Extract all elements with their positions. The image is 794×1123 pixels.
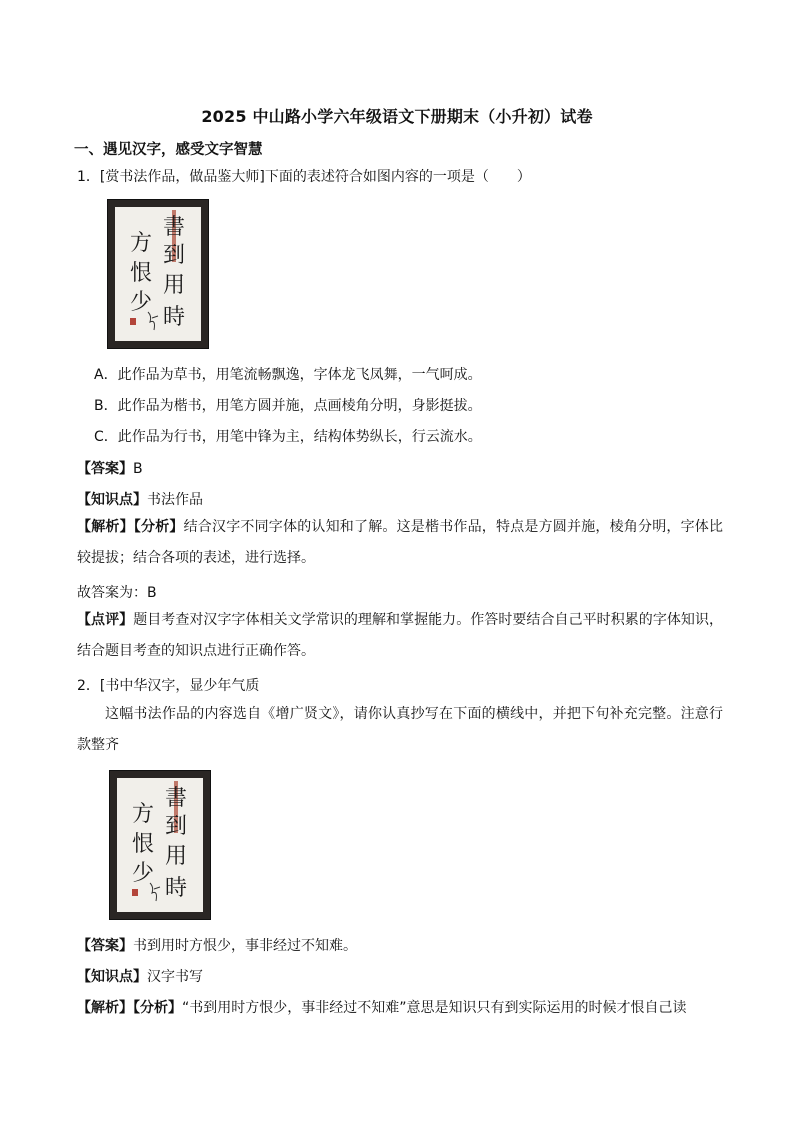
review-text: 题目考查对汉字字体相关文学常识的理解和掌握能力。作答时要结合自己平时积累的字体知识，结合题目考查的知识点进行正确作答。 bbox=[77, 612, 724, 659]
answer-tag: 【答案】 bbox=[77, 938, 133, 954]
analysis-text: 结合汉字不同字体的认知和了解。这是楷书作品，特点是方圆并施，棱角分明，字体比较提拔；结合各项的表述，进行选择。 bbox=[77, 519, 724, 566]
question-2-body: 这幅书法作品的内容选自《增广贤文》，请你认真抄写在下面的横线中，并把下句补充完整。注意行款整齐 bbox=[77, 706, 723, 753]
section-heading: 一、遇见汉字，感受文字智慧 bbox=[74, 142, 263, 158]
calligraphy-char: 方 bbox=[129, 231, 153, 256]
analysis-text: “书到用时方恨少，事非经过不知难”意思是知识只有到实际运用的时候才恨自己读 bbox=[182, 1000, 687, 1016]
knowledge-tag: 【知识点】 bbox=[77, 969, 147, 985]
calligraphy-char: 少 bbox=[129, 290, 153, 315]
calligraphy-char: 恨 bbox=[129, 261, 153, 286]
calligraphy-char: 書 bbox=[164, 786, 188, 811]
review-block-1 bbox=[77, 605, 723, 667]
answer-line-1 bbox=[77, 458, 143, 478]
page-title: 2025 中山路小学六年级语文下册期末（小升初）试卷 bbox=[201, 107, 593, 126]
option-b: B．此作品为楷书，用笔方圆并施，点画棱角分明，身影挺拔。 bbox=[94, 398, 482, 414]
question-1-stem: 1．[赏书法作品，做品鉴大师]下面的表述符合如图内容的一项是（ ） bbox=[77, 169, 531, 185]
knowledge-value: 汉字书写 bbox=[147, 969, 203, 985]
option-a: A．此作品为草书，用笔流畅飘逸，字体龙飞凤舞，一气呵成。 bbox=[94, 367, 482, 383]
knowledge-tag: 【知识点】 bbox=[77, 492, 147, 508]
calligraphy-char: 時 bbox=[162, 305, 186, 330]
calligraphy-image-2 bbox=[110, 771, 210, 919]
calligraphy-char: 到 bbox=[164, 814, 188, 839]
calligraphy-char: 到 bbox=[162, 243, 186, 268]
knowledge-line-1 bbox=[77, 489, 203, 509]
analysis-tag: 【解析】【分析】 bbox=[77, 1000, 182, 1016]
knowledge-line-2 bbox=[77, 966, 203, 986]
analysis-tag: 【解析】【分析】 bbox=[77, 519, 184, 535]
calligraphy-char: 方 bbox=[131, 802, 155, 827]
calligraphy-char: 書 bbox=[162, 215, 186, 240]
calligraphy-char: 用 bbox=[162, 273, 186, 298]
analysis-block-1 bbox=[77, 512, 723, 574]
seal-stamp bbox=[130, 318, 136, 325]
knowledge-value: 书法作品 bbox=[147, 492, 203, 508]
answer-tag: 【答案】 bbox=[77, 461, 133, 477]
answer-value: 书到用时方恨少，事非经过不知难。 bbox=[133, 938, 357, 954]
question-2-stem: 2．[书中华汉字，显少年气质 bbox=[77, 678, 260, 694]
answer-line-2 bbox=[77, 935, 357, 955]
review-tag: 【点评】 bbox=[77, 612, 134, 628]
option-c: C．此作品为行书，用笔中锋为主，结构体势纵长，行云流水。 bbox=[94, 429, 482, 445]
seal-stamp bbox=[132, 889, 138, 896]
calligraphy-char: 恨 bbox=[131, 832, 155, 857]
analysis-line-2 bbox=[77, 997, 687, 1017]
calligraphy-char: 少 bbox=[131, 861, 155, 886]
final-answer-1: 故答案为：B bbox=[77, 585, 157, 601]
answer-value: B bbox=[133, 461, 143, 477]
calligraphy-char: 時 bbox=[164, 876, 188, 901]
calligraphy-char: 用 bbox=[164, 844, 188, 869]
calligraphy-image-1 bbox=[108, 200, 208, 348]
